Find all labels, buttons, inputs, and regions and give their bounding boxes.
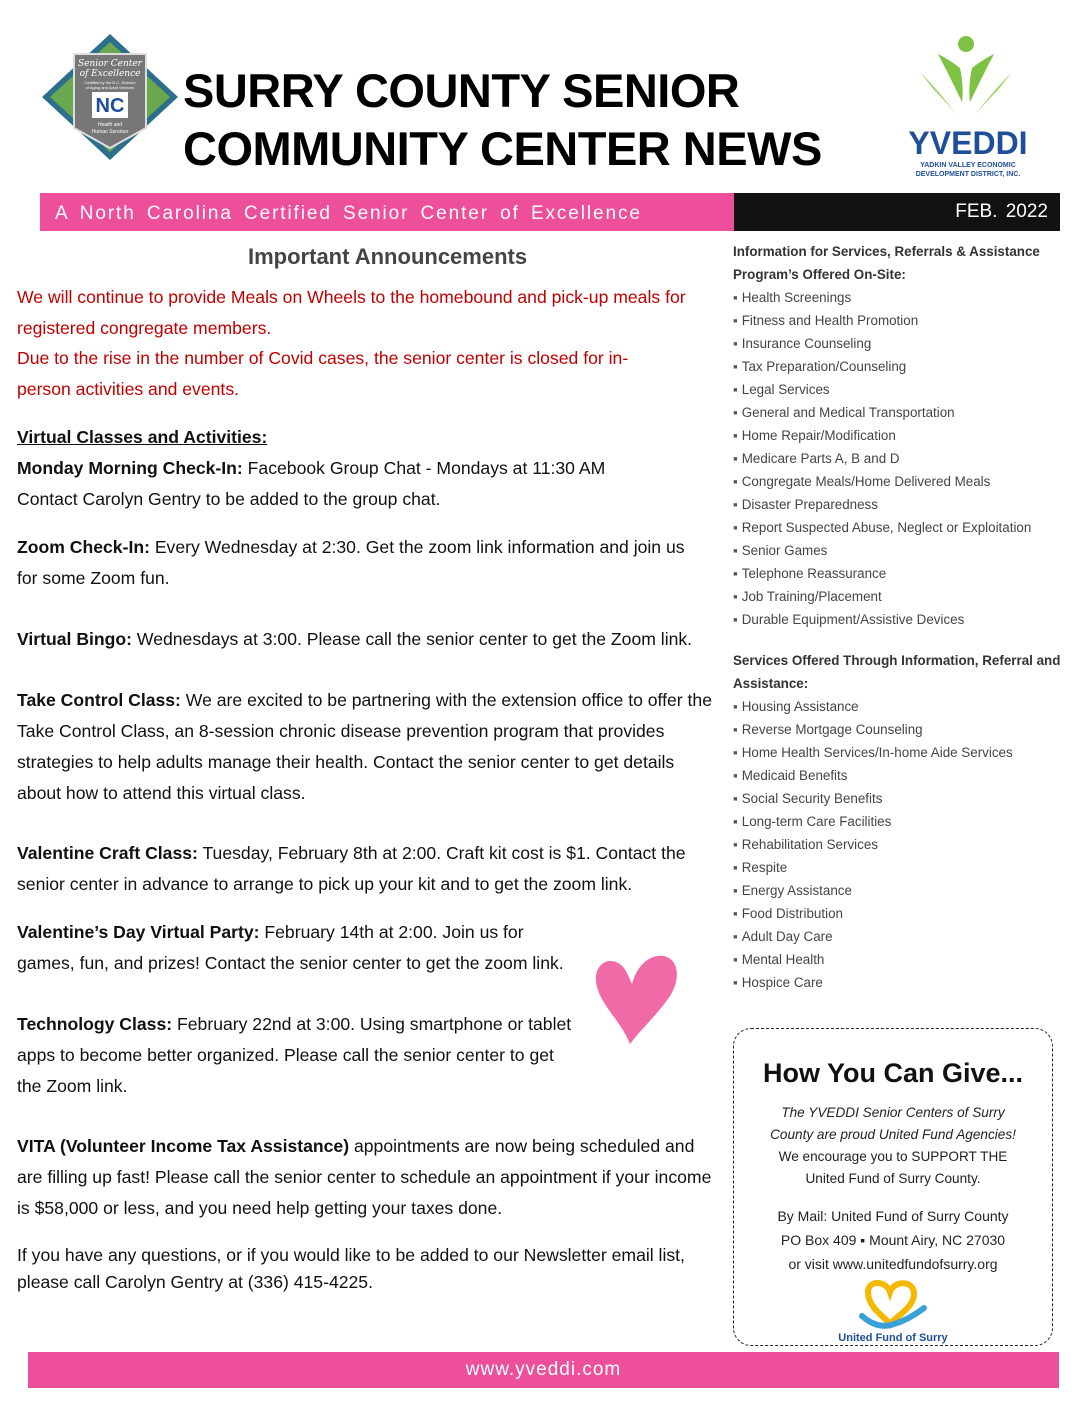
list-item: ▪ Telephone Reassurance (733, 562, 1063, 585)
svg-text:Health and: Health and (97, 122, 123, 128)
list-item: ▪ Reverse Mortgage Counseling (733, 718, 1063, 741)
svg-text:NC: NC (95, 95, 125, 117)
sidebar-heading-referral: Services Offered Through Information, Referral and Assistance: (733, 653, 1061, 691)
list-item: ▪ Mental Health (733, 948, 1063, 971)
yveddi-logo (890, 32, 1050, 182)
services-sidebar (733, 240, 1063, 994)
item-label: Technology Class: (17, 1014, 173, 1034)
item-label: Virtual Bingo: (17, 629, 133, 649)
item-label: VITA (Volunteer Income Tax Assistance) (17, 1136, 350, 1156)
svg-text:of Excellence: of Excellence (79, 69, 141, 79)
title-line-1: SURRY COUNTY SENIOR (183, 64, 740, 117)
give-body (740, 1102, 1046, 1190)
list-item: ▪ Tax Preparation/Counseling (733, 355, 1063, 378)
tagline: A North Carolina Certified Senior Center of Excellence (55, 203, 642, 224)
list-item: ▪ Home Repair/Modification (733, 424, 1063, 447)
mail-line: PO Box 409 ▪ Mount Airy, NC 27030 (780, 1232, 1006, 1248)
svg-text:YADKIN VALLEY ECONOMIC: YADKIN VALLEY ECONOMIC (920, 162, 1016, 169)
list-item: ▪ Home Health Services/In-home Aide Services (733, 741, 1063, 764)
item-text: appointments are now being scheduled and are filling up fast! Please call the senior center to schedule an appointment if your income is $58,000 or less, and you need help getting your taxes done. (17, 1136, 712, 1218)
list-item: ▪ Disaster Preparedness (733, 493, 1063, 516)
announcements-heading: Important Announcements (248, 244, 528, 269)
senior-center-excellence-badge (40, 32, 180, 162)
svg-text:of Aging and Adult Services: of Aging and Adult Services (85, 85, 135, 90)
item-text: Every Wednesday at 2:30. Get the zoom link information and join us for some Zoom fun. (17, 537, 685, 588)
vita-announcement (17, 1131, 717, 1224)
list-item: ▪ Social Security Benefits (733, 787, 1063, 810)
item-text: February 22nd at 3:00. Using smartphone or tablet (172, 1014, 572, 1034)
give-title: How You Can Give... (762, 1058, 1024, 1088)
list-item: ▪ General and Medical Transportation (733, 401, 1063, 424)
list-item: ▪ Long-term Care Facilities (733, 810, 1063, 833)
list-item: ▪ Housing Assistance (733, 695, 1063, 718)
svg-text:Certified by the N.C. Division: Certified by the N.C. Division (84, 80, 136, 85)
list-item: ▪ Durable Equipment/Assistive Devices (733, 608, 1063, 631)
list-item: ▪ Legal Services (733, 378, 1063, 401)
mail-link[interactable]: or visit www.unitedfundofsurry.org (788, 1256, 998, 1272)
list-item: ▪ Senior Games (733, 539, 1063, 562)
covid-notice: Due to the rise in the number of Covid cases, the senior center is closed for in-person activities and events. (17, 348, 629, 399)
united-fund-logo (838, 1278, 948, 1346)
sidebar-heading-onsite: Program’s Offered On-Site: (733, 267, 906, 282)
technology-class (17, 1009, 717, 1102)
list-item: ▪ Health Screenings (733, 286, 1063, 309)
list-item: ▪ Job Training/Placement (733, 585, 1063, 608)
list-item: ▪ Fitness and Health Promotion (733, 309, 1063, 332)
list-item: ▪ Adult Day Care (733, 925, 1063, 948)
referral-services-list (733, 695, 1063, 994)
item-text: games, fun, and prizes! Contact the senior center to get the zoom link. (17, 953, 564, 973)
virtual-bingo (17, 624, 717, 655)
item-text: the Zoom link. (17, 1076, 128, 1096)
virtual-heading-text: Virtual Classes and Activities: (17, 427, 268, 447)
take-control-class (17, 685, 717, 809)
closing-note: If you have any questions, or if you would like to be added to our Newsletter email list, please call Carolyn Gentry at (336) 415-4225. (17, 1245, 685, 1292)
svg-text:YVEDDI: YVEDDI (908, 125, 1028, 161)
svg-text:Human Services: Human Services (91, 129, 129, 135)
item-text: apps to become better organized. Please call the senior center to get (17, 1045, 554, 1065)
list-item: ▪ Food Distribution (733, 902, 1063, 925)
item-text: We are excited to be partnering with the extension office to offer the Take Control Class, an 8-session chronic disease prevention program that provides strategies to help adults manage their health. Contact the senior center to get details about how to attend this virtual class. (17, 690, 712, 803)
title-line-2: COMMUNITY CENTER NEWS (183, 122, 822, 175)
mail-line: By Mail: United Fund of Surry County (777, 1208, 1009, 1224)
item-text: February 14th at 2:00. Join us for (259, 922, 524, 942)
zoom-check-in (17, 532, 707, 594)
give-line: We encourage you to SUPPORT THE (778, 1149, 1008, 1164)
list-item: ▪ Respite (733, 856, 1063, 879)
svg-text:DEVELOPMENT DISTRICT, INC.: DEVELOPMENT DISTRICT, INC. (915, 171, 1021, 178)
item-label: Valentine Craft Class: (17, 843, 198, 863)
monday-check-in (17, 453, 717, 515)
sidebar-heading-info: Information for Services, Referrals & Assistance (733, 244, 1040, 259)
meals-notice: We will continue to provide Meals on Wheels to the homebound and pick-up meals for registered congregate members. (17, 287, 686, 338)
item-text: Wednesdays at 3:00. Please call the senior center to get the Zoom link. (132, 629, 693, 649)
list-item: ▪ Energy Assistance (733, 879, 1063, 902)
item-text: Tuesday, February 8th at 2:00. Craft kit cost is $1. Contact the senior center in advance to arrange to pick up your kit and to get the zoom link. (17, 843, 686, 894)
svg-text:United Fund of Surry: United Fund of Surry (838, 1332, 948, 1344)
newsletter-title (183, 62, 883, 178)
list-item: ▪ Hospice Care (733, 971, 1063, 994)
list-item: ▪ Medicare Parts A, B and D (733, 447, 1063, 470)
list-item: ▪ Insurance Counseling (733, 332, 1063, 355)
item-label: Zoom Check-In: (17, 537, 150, 557)
give-line: United Fund of Surry County. (805, 1171, 981, 1186)
give-mail-info (740, 1204, 1046, 1276)
list-item: ▪ Congregate Meals/Home Delivered Meals (733, 470, 1063, 493)
onsite-programs-list (733, 286, 1063, 631)
svg-text:Senior Center: Senior Center (77, 59, 143, 69)
give-line: County are proud United Fund Agencies! (770, 1127, 1016, 1142)
list-item: ▪ Rehabilitation Services (733, 833, 1063, 856)
item-text: Contact Carolyn Gentry to be added to the group chat. (17, 489, 441, 509)
item-text: Facebook Group Chat - Mondays at 11:30 AM (242, 458, 606, 478)
item-label: Take Control Class: (17, 690, 181, 710)
virtual-classes-heading (17, 422, 717, 453)
issue-date: FEB. 2022 (955, 201, 1048, 222)
list-item: ▪ Report Suspected Abuse, Neglect or Exploitation (733, 516, 1063, 539)
list-item: ▪ Medicaid Benefits (733, 764, 1063, 787)
valentine-craft-class (17, 838, 707, 900)
footer-url[interactable]: www.yveddi.com (465, 1359, 622, 1380)
give-line: The YVEDDI Senior Centers of Surry (781, 1105, 1005, 1120)
item-label: Monday Morning Check-In: (17, 458, 243, 478)
item-label: Valentine’s Day Virtual Party: (17, 922, 260, 942)
